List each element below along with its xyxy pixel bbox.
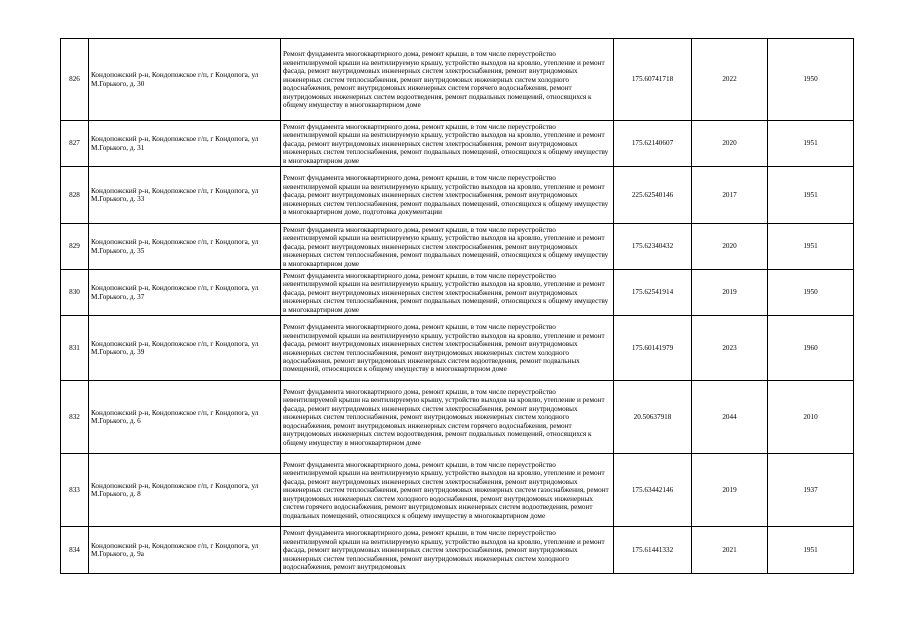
register-table xyxy=(60,38,854,574)
build-year: 1951 xyxy=(768,224,854,270)
build-year: 1951 xyxy=(768,527,854,574)
row-number: 834 xyxy=(61,527,89,574)
planned-year: 2019 xyxy=(692,270,768,316)
row-number: 827 xyxy=(61,121,89,167)
row-number: 826 xyxy=(61,39,89,121)
house-address: Кондопожский р-н, Кондопожское г/п, г Кондопога, ул М.Горького, д. 30 xyxy=(89,39,281,121)
row-number: 829 xyxy=(61,224,89,270)
repair-cost: 175.62140607 xyxy=(614,121,692,167)
row-number: 828 xyxy=(61,167,89,224)
table-row xyxy=(61,381,854,454)
table-row xyxy=(61,527,854,574)
build-year: 1950 xyxy=(768,39,854,121)
repair-works-text: Ремонт фундамента многоквартирного дома, ремонт крыши, в том числе переустройство невентилируемой крыши на вентилируемую крышу, устройство выходов на кровлю, утепление и ремонт фасада, ремонт внутридомовых инженерных систем электроснабжения, ремонт внутридомовых инженерных систем теплоснабжения, ремонт внутридомовых инженерных систем газоснабжения, ремонт внутридомовых инженерных систем холодного водоснабжения, ремонт внутридомовых инженерных систем горячего водоснабжения, ремонт внутридомовых инженерных систем водоотведения, ремонт подвальных помещений, относящихся к общему имуществу в многоквартирном доме xyxy=(283,460,609,520)
planned-year: 2020 xyxy=(692,224,768,270)
planned-year: 2017 xyxy=(692,167,768,224)
house-address: Кондопожский р-н, Кондопожское г/п, г Кондопога, ул М.Горького, д. 37 xyxy=(89,270,281,316)
repair-cost: 175.62340432 xyxy=(614,224,692,270)
house-address: Кондопожский р-н, Кондопожское г/п, г Кондопога, ул М.Горького, д. 8 xyxy=(89,454,281,527)
build-year: 1951 xyxy=(768,121,854,167)
repair-cost: 175.60141979 xyxy=(614,316,692,381)
house-address: Кондопожский р-н, Кондопожское г/п, г Кондопога, ул М.Горького, д. 35 xyxy=(89,224,281,270)
planned-year: 2022 xyxy=(692,39,768,121)
house-address: Кондопожский р-н, Кондопожское г/п, г Кондопога, ул М.Горького, д. 39 xyxy=(89,316,281,381)
repair-cost: 20.50637918 xyxy=(614,381,692,454)
table-row xyxy=(61,39,854,121)
repair-works-text: Ремонт фундамента многоквартирного дома, ремонт крыши, в том числе переустройство невентилируемой крыши на вентилируемую крышу, устройство выходов на кровлю, утепление и ремонт фасада, ремонт внутридомовых инженерных систем электроснабжения, ремонт внутридомовых инженерных систем теплоснабжения, ремонт подвальных помещений, относящихся к общему имуществу в многоквартирном доме, подготовка документации xyxy=(283,174,609,217)
repair-works-text: Ремонт фундамента многоквартирного дома, ремонт крыши, в том числе переустройство невентилируемой крыши на вентилируемую крышу, устройство выходов на кровлю, утепление и ремонт фасада, ремонт внутридомовых инженерных систем электроснабжения, ремонт внутридомовых инженерных систем теплоснабжения, ремонт подвальных помещений, относящихся к общему имуществу в многоквартирном доме xyxy=(283,271,609,314)
repair-works xyxy=(281,527,614,574)
table-row xyxy=(61,121,854,167)
row-number: 830 xyxy=(61,270,89,316)
row-number: 831 xyxy=(61,316,89,381)
repair-works-text: Ремонт фундамента многоквартирного дома, ремонт крыши, в том числе переустройство невентилируемой крыши на вентилируемую крышу, устройство выходов на кровлю, утепление и ремонт фасада, ремонт внутридомовых инженерных систем электроснабжения, ремонт внутридомовых инженерных систем теплоснабжения, ремонт подвальных помещений, относящихся к общему имуществу в многоквартирном доме xyxy=(283,225,609,268)
repair-works-text: Ремонт фундамента многоквартирного дома, ремонт крыши, в том числе переустройство невентилируемой крыши на вентилируемую крышу, устройство выходов на кровлю, утепление и ремонт фасада, ремонт внутридомовых инженерных систем электроснабжения, ремонт внутридомовых инженерных систем теплоснабжения, ремонт внутридомовых инженерных систем холодного водоснабжения, ремонт внутридомовых инженерных систем горячего водоснабжения, ремонт внутридомовых инженерных систем водоотведения, ремонт подвальных помещений, относящихся к общему имуществу в многоквартирном доме xyxy=(283,50,605,110)
build-year: 1951 xyxy=(768,167,854,224)
repair-cost: 175.62541914 xyxy=(614,270,692,316)
table-row xyxy=(61,167,854,224)
planned-year: 2044 xyxy=(692,381,768,454)
repair-works-text: Ремонт фундамента многоквартирного дома, ремонт крыши, в том числе переустройство невентилируемой крыши на вентилируемую крышу, устройство выходов на кровлю, утепление и ремонт фасада, ремонт внутридомовых инженерных систем электроснабжения, ремонт внутридомовых инженерных систем теплоснабжения, ремонт внутридомовых инженерных систем холодного водоснабжения, ремонт внутридомовых xyxy=(283,529,605,572)
table-row xyxy=(61,270,854,316)
build-year: 1960 xyxy=(768,316,854,381)
repair-cost: 175.61441332 xyxy=(614,527,692,574)
repair-works-text: Ремонт фундамента многоквартирного дома, ремонт крыши, в том числе переустройство невентилируемой крыши на вентилируемую крышу, устройство выходов на кровлю, утепление и ремонт фасада, ремонт внутридомовых инженерных систем электроснабжения, ремонт внутридомовых инженерных систем теплоснабжения, ремонт подвальных помещений, относящихся к общему имуществу в многоквартирном доме xyxy=(283,122,609,165)
repair-works-text: Ремонт фундамента многоквартирного дома, ремонт крыши, в том числе переустройство невентилируемой крыши на вентилируемую крышу, устройство выходов на кровлю, утепление и ремонт фасада, ремонт внутридомовых инженерных систем электроснабжения, ремонт внутридомовых инженерных систем теплоснабжения, ремонт внутридомовых инженерных систем холодного водоснабжения, ремонт внутридомовых инженерных систем водоотведения, ремонт подвальных помещений, относящихся к общему имуществу в многоквартирном доме xyxy=(283,323,605,374)
repair-works xyxy=(281,454,614,527)
table-row xyxy=(61,224,854,270)
repair-works xyxy=(281,121,614,167)
table-row xyxy=(61,454,854,527)
house-address: Кондопожский р-н, Кондопожское г/п, г Кондопога, ул М.Горького, д. 6 xyxy=(89,381,281,454)
house-address: Кондопожский р-н, Кондопожское г/п, г Кондопога, ул М.Горького, д. 33 xyxy=(89,167,281,224)
row-number: 832 xyxy=(61,381,89,454)
repair-works xyxy=(281,270,614,316)
build-year: 1937 xyxy=(768,454,854,527)
planned-year: 2019 xyxy=(692,454,768,527)
house-address: Кондопожский р-н, Кондопожское г/п, г Кондопога, ул М.Горького, д. 9а xyxy=(89,527,281,574)
planned-year: 2020 xyxy=(692,121,768,167)
repair-cost: 225.62540146 xyxy=(614,167,692,224)
repair-works xyxy=(281,316,614,381)
repair-works xyxy=(281,167,614,224)
row-number: 833 xyxy=(61,454,89,527)
repair-works xyxy=(281,381,614,454)
planned-year: 2023 xyxy=(692,316,768,381)
repair-works xyxy=(281,224,614,270)
house-address: Кондопожский р-н, Кондопожское г/п, г Кондопога, ул М.Горького, д. 31 xyxy=(89,121,281,167)
repair-works xyxy=(281,39,614,121)
repair-works-text: Ремонт фундамента многоквартирного дома, ремонт крыши, в том числе переустройство невентилируемой крыши на вентилируемую крышу, устройство выходов на кровлю, утепление и ремонт фасада, ремонт внутридомовых инженерных систем электроснабжения, ремонт внутридомовых инженерных систем теплоснабжения, ремонт внутридомовых инженерных систем холодного водоснабжения, ремонт внутридомовых инженерных систем горячего водоснабжения, ремонт внутридомовых инженерных систем водоотведения, ремонт подвальных помещений, относящихся к общему имуществу в многоквартирном доме xyxy=(283,387,605,447)
build-year: 1950 xyxy=(768,270,854,316)
table-row xyxy=(61,316,854,381)
planned-year: 2021 xyxy=(692,527,768,574)
repair-cost: 175.60741718 xyxy=(614,39,692,121)
repair-cost: 175.63442146 xyxy=(614,454,692,527)
build-year: 2010 xyxy=(768,381,854,454)
